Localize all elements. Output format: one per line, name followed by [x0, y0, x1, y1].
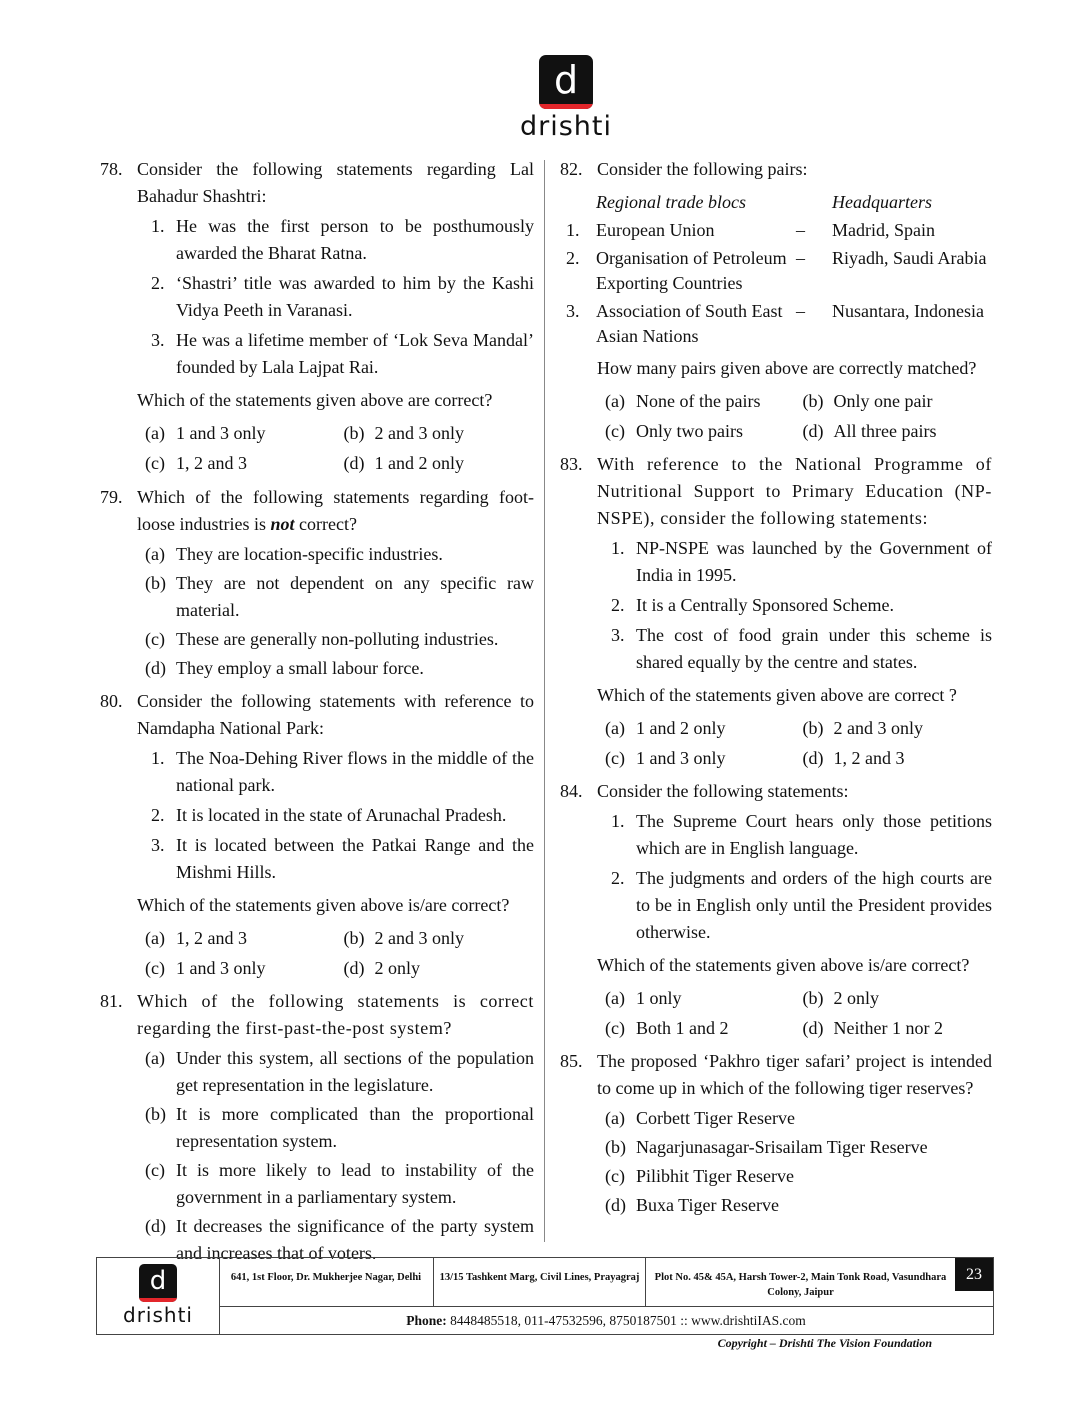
- statement-1: 1. He was the first person to be posthumously awarded the Bharat Ratna.: [151, 216, 534, 263]
- statement-1: 1. The Noa-Dehing River flows in the middle of the national park.: [151, 748, 534, 795]
- option-c[interactable]: (c) It is more likely to lead to instability of the government in a parliamentary system.: [145, 1160, 534, 1207]
- option-d[interactable]: (d) Buxa Tiger Reserve: [605, 1195, 779, 1215]
- option-b[interactable]: (b) Nagarjunasagar-Srisailam Tiger Reserve: [605, 1137, 928, 1157]
- option-c[interactable]: (c) 1 and 3 only: [605, 748, 726, 768]
- pair-row: 2. Organisation of Petroleum Exporting Countries – Riyadh, Saudi Arabia: [566, 248, 987, 293]
- option-a[interactable]: (a) Under this system, all sections of the population get representation in the legislature.: [145, 1048, 534, 1095]
- question-prompt: Which of the statements given above are correct ?: [597, 685, 957, 705]
- question-stem: With reference to the National Programme of Nutritional Support to Primary Education (NP-NSPE), consider the following statements:: [597, 454, 992, 528]
- question-stem: Consider the following statements with reference to Namdapha National Park:: [137, 691, 534, 738]
- option-c[interactable]: (c) These are generally non-polluting industries.: [145, 629, 499, 649]
- option-b[interactable]: (b) They are not dependent on any specific raw material.: [145, 573, 534, 620]
- question-number: 82.: [560, 159, 583, 179]
- question-number: 83.: [560, 454, 583, 474]
- question-number: 80.: [100, 691, 123, 711]
- question-85: [560, 1048, 992, 1219]
- option-c[interactable]: (c) Both 1 and 2: [605, 1018, 729, 1038]
- logo-mark-icon: d: [539, 55, 593, 109]
- phone-and-website[interactable]: 8448485518, 011-47532596, 8750187501 :: www.drishtiIAS.com: [450, 1313, 806, 1328]
- option-d[interactable]: (d) 2 only: [343, 958, 421, 978]
- pairs-header: [560, 189, 992, 216]
- question-prompt: Which of the statements given above is/are correct?: [137, 895, 510, 915]
- address-jaipur: Plot No. 45& 45A, Harsh Tower-2, Main Tonk Road, Vasundhara Colony, Jaipur: [654, 1272, 947, 1298]
- option-a[interactable]: (a) 1 and 3 only: [145, 423, 266, 443]
- question-78: [100, 156, 534, 478]
- logo-wordmark: drishti: [519, 111, 612, 142]
- question-prompt: Which of the statements given above is/are correct?: [597, 955, 970, 975]
- option-d[interactable]: (d) 1 and 2 only: [343, 453, 464, 473]
- column-heading-right: Headquarters: [832, 192, 932, 212]
- option-a[interactable]: (a) Corbett Tiger Reserve: [605, 1108, 795, 1128]
- option-a[interactable]: (a) 1 only: [605, 988, 682, 1008]
- statement-2: 2. It is a Centrally Sponsored Scheme.: [611, 595, 894, 615]
- pair-row: 3. Association of South East Asian Nations – Nusantara, Indonesia: [566, 301, 984, 346]
- statement-1: 1. The Supreme Court hears only those petitions which are in English language.: [611, 811, 992, 858]
- pair-row: 1. European Union – Madrid, Spain: [566, 220, 935, 240]
- question-81: [100, 988, 534, 1267]
- footer-logo: [97, 1258, 220, 1334]
- option-c[interactable]: (c) Only two pairs: [605, 421, 743, 441]
- option-b[interactable]: (b) Only one pair: [802, 391, 933, 411]
- question-80: [100, 688, 534, 983]
- page-number: 23: [955, 1258, 993, 1291]
- option-d[interactable]: (d) All three pairs: [802, 421, 937, 441]
- right-column: [560, 156, 992, 1224]
- contact-line: [219, 1306, 993, 1335]
- option-d[interactable]: (d) Neither 1 nor 2: [802, 1018, 943, 1038]
- question-stem: Which of the following statements is correct regarding the first-past-the-post system?: [137, 991, 534, 1038]
- option-c[interactable]: (c) Pilibhit Tiger Reserve: [605, 1166, 795, 1186]
- question-84: [560, 778, 992, 1043]
- question-stem: Consider the following statements regarding Lal Bahadur Shashtri:: [137, 159, 534, 206]
- statement-2: 2. It is located in the state of Arunachal Pradesh.: [151, 805, 507, 825]
- option-c[interactable]: (c) 1 and 3 only: [145, 958, 266, 978]
- question-82: [560, 156, 992, 446]
- option-a[interactable]: (a) 1, 2 and 3: [145, 928, 247, 948]
- statement-3: 3. The cost of food grain under this scheme is shared equally by the centre and states.: [611, 625, 992, 672]
- address-prayagraj: 13/15 Tashkent Marg, Civil Lines, Prayagraj: [434, 1258, 646, 1306]
- column-heading-left: Regional trade blocs: [596, 192, 746, 212]
- option-d[interactable]: (d) 1, 2 and 3: [802, 748, 905, 768]
- option-b[interactable]: (b) 2 and 3 only: [343, 928, 464, 948]
- question-number: 81.: [100, 991, 123, 1011]
- option-b[interactable]: (b) 2 and 3 only: [343, 423, 464, 443]
- question-stem: Consider the following pairs:: [597, 159, 808, 179]
- address-delhi: 641, 1st Floor, Dr. Mukherjee Nagar, Delhi: [219, 1258, 434, 1306]
- page-footer: [96, 1257, 994, 1335]
- statement-2: 2. The judgments and orders of the high courts are to be in English only until the President provides otherwise.: [611, 868, 992, 942]
- option-b[interactable]: (b) 2 only: [802, 988, 880, 1008]
- question-83: [560, 451, 992, 773]
- phone-label: Phone:: [406, 1313, 447, 1328]
- question-stem: Which of the following statements regarding foot-loose industries is not correct?: [137, 487, 534, 534]
- logo-wordmark: drishti: [123, 1303, 193, 1327]
- option-d[interactable]: (d) It decreases the significance of the party system and increases that of voters.: [145, 1216, 534, 1263]
- statement-1: 1. NP-NSPE was launched by the Government of India in 1995.: [611, 538, 992, 585]
- header-logo: [516, 55, 616, 143]
- statement-3: 3. It is located between the Patkai Range and the Mishmi Hills.: [151, 835, 534, 882]
- option-a[interactable]: (a) They are location-specific industries.: [145, 544, 443, 564]
- option-d[interactable]: (d) They employ a small labour force.: [145, 658, 424, 678]
- column-divider: [544, 160, 545, 1242]
- question-number: 85.: [560, 1051, 583, 1071]
- question-stem: The proposed ‘Pakhro tiger safari’ project is intended to come up in which of the following tiger reserves?: [597, 1051, 992, 1098]
- question-prompt: How many pairs given above are correctly matched?: [597, 358, 977, 378]
- option-b[interactable]: (b) 2 and 3 only: [802, 718, 923, 738]
- question-number: 79.: [100, 487, 123, 507]
- left-column: [100, 156, 534, 1272]
- question-number: 84.: [560, 781, 583, 801]
- question-number: 78.: [100, 159, 123, 179]
- question-79: [100, 484, 534, 682]
- copyright-notice: Copyright – Drishti The Vision Foundation: [717, 1336, 932, 1350]
- option-b[interactable]: (b) It is more complicated than the proportional representation system.: [145, 1104, 534, 1151]
- question-prompt: Which of the statements given above are correct?: [137, 390, 493, 410]
- option-c[interactable]: (c) 1, 2 and 3: [145, 453, 247, 473]
- logo-mark-icon: d: [139, 1264, 177, 1302]
- option-a[interactable]: (a) 1 and 2 only: [605, 718, 726, 738]
- option-a[interactable]: (a) None of the pairs: [605, 391, 761, 411]
- statement-3: 3. He was a lifetime member of ‘Lok Seva Mandal’ founded by Lala Lajpat Rai.: [151, 330, 534, 377]
- statement-2: 2. ‘Shastri’ title was awarded to him by the Kashi Vidya Peeth in Varanasi.: [151, 273, 534, 320]
- question-stem: Consider the following statements:: [597, 781, 849, 801]
